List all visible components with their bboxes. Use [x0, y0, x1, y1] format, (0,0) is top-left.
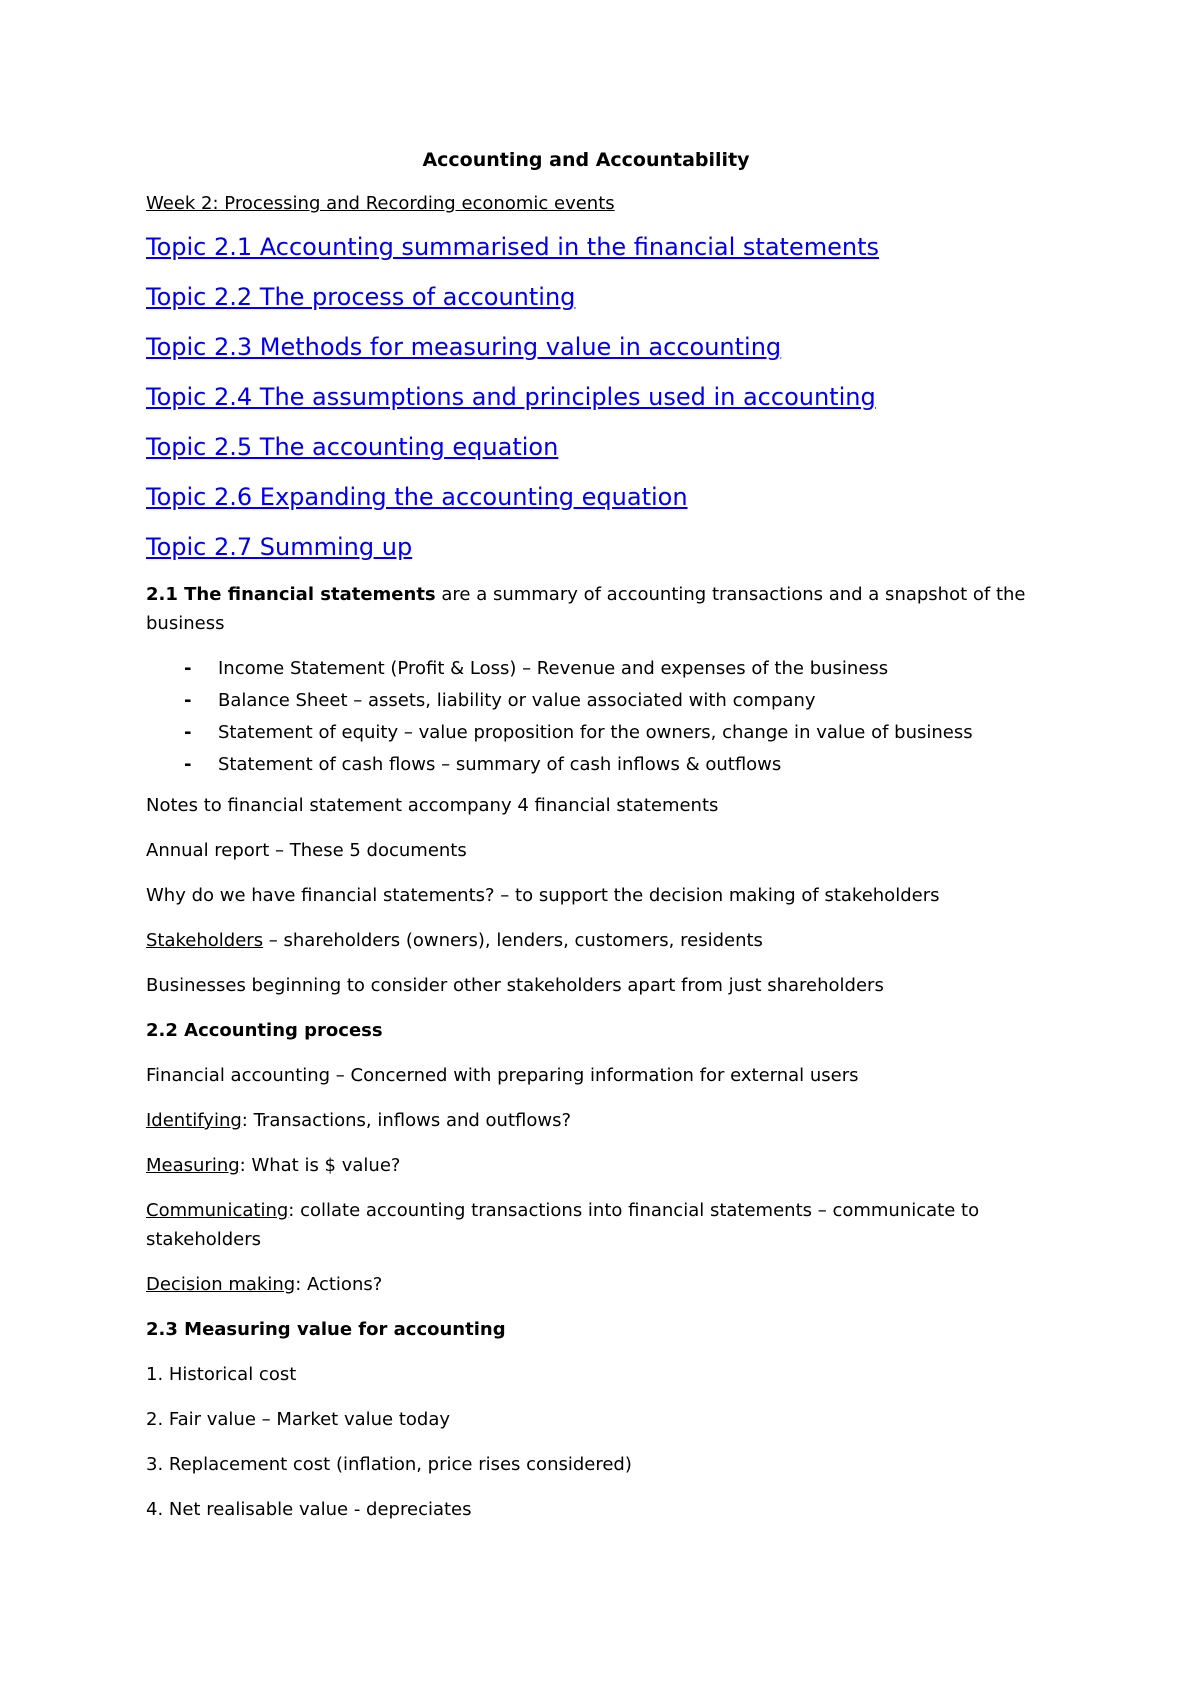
- list-item: - Statement of equity – value proposition for the owners, change in value of business: [146, 718, 1026, 747]
- section-2-3-heading: 2.3 Measuring value for accounting: [146, 1319, 506, 1340]
- topic-link-2-4[interactable]: Topic 2.4 The assumptions and principles used in accounting: [146, 383, 876, 411]
- step-text: : Actions?: [295, 1274, 383, 1295]
- topic-item: [146, 530, 1026, 567]
- step-term: Decision making: [146, 1274, 296, 1295]
- step-term: Measuring: [146, 1155, 240, 1176]
- process-step: [146, 1196, 1026, 1254]
- step-text: : Transactions, inflows and outflows?: [241, 1110, 572, 1131]
- stakeholders-text: – shareholders (owners), lenders, customers, residents: [263, 930, 763, 951]
- list-item: - Statement of cash flows – summary of cash inflows & outflows: [146, 750, 1026, 779]
- section-2-1-heading: 2.1 The financial statements: [146, 584, 436, 605]
- process-step: [146, 1270, 1026, 1299]
- list-item: - Balance Sheet – assets, liability or value associated with company: [146, 686, 1026, 715]
- businesses-paragraph: Businesses beginning to consider other stakeholders apart from just shareholders: [146, 975, 884, 996]
- statements-list: [146, 654, 1026, 779]
- stakeholders-paragraph: [146, 926, 1026, 955]
- process-step: [146, 1151, 1026, 1180]
- document-title: Accounting and Accountability: [422, 149, 750, 171]
- topic-link-2-5[interactable]: Topic 2.5 The accounting equation: [146, 433, 559, 461]
- measure-item: 2. Fair value – Market value today: [146, 1409, 451, 1430]
- section-2-1-intro: [146, 580, 1026, 638]
- topic-link-2-6[interactable]: Topic 2.6 Expanding the accounting equation: [146, 483, 688, 511]
- section-2-1-intro-text: are a summary of accounting transactions and a snapshot of the business: [146, 584, 1026, 634]
- step-text: : collate accounting transactions into financial statements – communicate to stakeholders: [146, 1200, 980, 1250]
- process-step: [146, 1106, 1026, 1135]
- measure-item: 1. Historical cost: [146, 1364, 297, 1385]
- notes-paragraph: Notes to financial statement accompany 4 financial statements: [146, 795, 719, 816]
- week-heading: Week 2: Processing and Recording economic events: [146, 193, 615, 214]
- topic-link-2-7[interactable]: Topic 2.7 Summing up: [146, 533, 413, 561]
- step-term: Identifying: [146, 1110, 242, 1131]
- measure-item: 3. Replacement cost (inflation, price rises considered): [146, 1454, 632, 1475]
- topic-link-2-1[interactable]: Topic 2.1 Accounting summarised in the financial statements: [146, 233, 879, 261]
- topic-list: [146, 230, 1026, 567]
- list-item: - Income Statement (Profit & Loss) – Revenue and expenses of the business: [146, 654, 1026, 683]
- financial-accounting-paragraph: Financial accounting – Concerned with preparing information for external users: [146, 1065, 859, 1086]
- stakeholders-term: Stakeholders: [146, 930, 264, 951]
- topic-item: [146, 330, 1026, 367]
- step-text: : What is $ value?: [239, 1155, 401, 1176]
- step-term: Communicating: [146, 1200, 289, 1221]
- measure-item: 4. Net realisable value - depreciates: [146, 1499, 472, 1520]
- section-2-2-heading: 2.2 Accounting process: [146, 1020, 383, 1041]
- document-body: [146, 146, 1026, 1540]
- topic-link-2-2[interactable]: Topic 2.2 The process of accounting: [146, 283, 576, 311]
- annual-report-paragraph: Annual report – These 5 documents: [146, 840, 467, 861]
- topic-item: [146, 230, 1026, 267]
- topic-item: [146, 380, 1026, 417]
- why-paragraph: Why do we have financial statements? – to support the decision making of stakeholders: [146, 885, 940, 906]
- topic-item: [146, 280, 1026, 317]
- topic-item: [146, 430, 1026, 467]
- topic-item: [146, 480, 1026, 517]
- topic-link-2-3[interactable]: Topic 2.3 Methods for measuring value in accounting: [146, 333, 782, 361]
